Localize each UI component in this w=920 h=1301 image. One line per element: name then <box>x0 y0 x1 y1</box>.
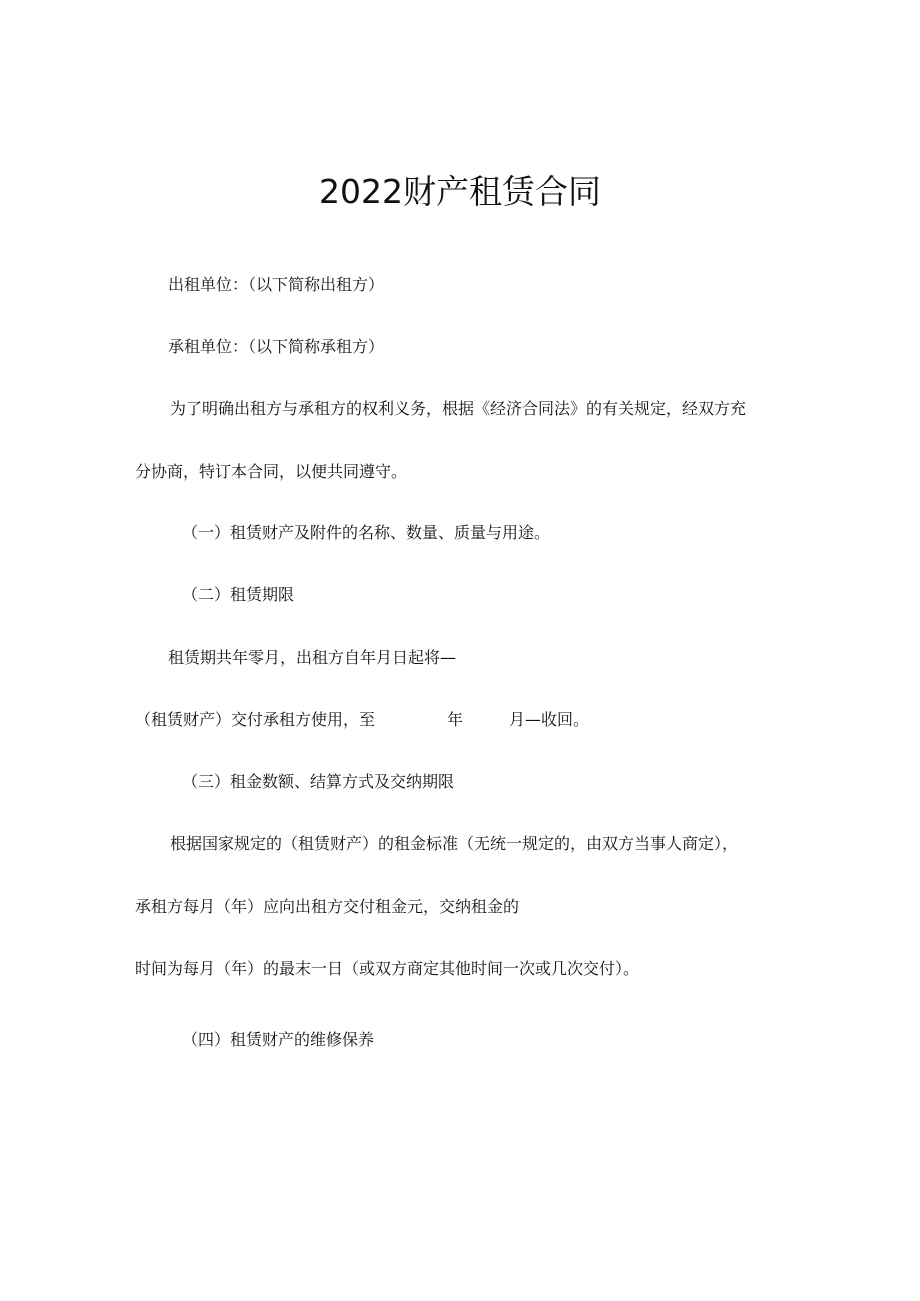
document-title: 2022财产租赁合同 <box>319 172 601 211</box>
section-2-heading: （二）租赁期限 <box>182 585 295 604</box>
lessee-line: 承租单位：（以下简称承租方） <box>168 337 385 356</box>
lessor-line: 出租单位：（以下简称出租方） <box>168 275 385 294</box>
intro-line-1: 为了明确出租方与承租方的权利义务，根据《经济合同法》的有关规定，经双方充 <box>170 399 747 418</box>
section-4-heading: （四）租赁财产的维修保养 <box>182 1030 375 1049</box>
section-1-heading: （一）租赁财产及附件的名称、数量、质量与用途。 <box>182 523 551 542</box>
term-line-2-year: 年 <box>447 710 464 729</box>
intro-line-2: 分协商，特订本合同，以便共同遵守。 <box>135 462 408 481</box>
term-line-1: 租赁期共年零月，出租方自年月日起将— <box>168 648 457 667</box>
rent-line-3: 时间为每月（年）的最末一日（或双方商定其他时间一次或几次交付）。 <box>135 959 640 978</box>
term-line-2-part-a: （租赁财产）交付承租方使用，至 <box>135 710 376 729</box>
term-line-2 <box>135 709 589 731</box>
section-3-heading: （三）租金数额、结算方式及交纳期限 <box>182 772 455 791</box>
rent-line-1: 根据国家规定的（租赁财产）的租金标准（无统一规定的，由双方当事人商定）， <box>170 834 739 853</box>
term-line-2-month: 月—收回。 <box>509 710 590 729</box>
rent-line-2: 承租方每月（年）应向出租方交付租金元，交纳租金的 <box>135 897 520 916</box>
